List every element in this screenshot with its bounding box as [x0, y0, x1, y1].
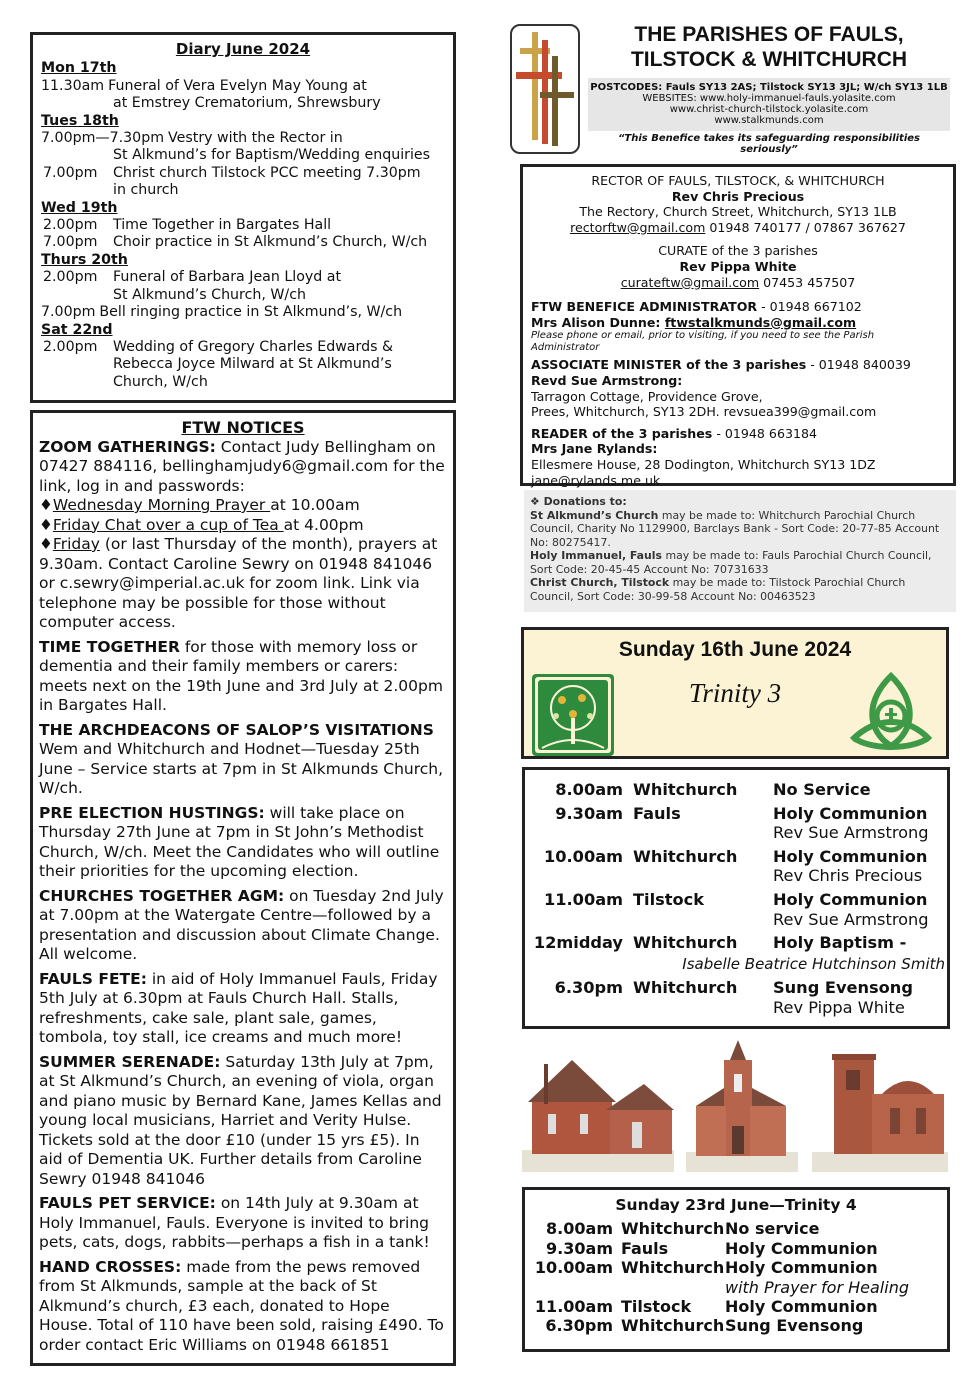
service-detail	[773, 978, 941, 1017]
service-minister: Rev Pippa White	[773, 997, 905, 1017]
diary-text: Vestry with the Rector in	[168, 130, 343, 147]
zoom-item-text: at 4.00pm	[283, 515, 364, 534]
page-title	[588, 22, 950, 72]
diary-text-cont: St Alkmund’s Church, W/ch	[113, 286, 306, 303]
admin-email[interactable]: ftwstalkmunds@gmail.com	[664, 314, 857, 330]
diary-time: 2.00pm	[43, 338, 98, 355]
contacts-box	[520, 164, 956, 486]
diary-text: Funeral of Barbara Jean Lloyd at	[113, 269, 342, 286]
notice-text: for those with memory loss or dementia and their family members or carers: meets next on the 19th June and 3rd July at 2.00pm in Bargates Hall.	[39, 637, 443, 714]
website-link[interactable]: www.stalkmunds.com	[714, 115, 824, 126]
diary-text-cont: Church, W/ch	[113, 373, 208, 390]
sunday-banner	[521, 627, 949, 759]
notice-text: in aid of Holy Immanuel Fauls, Friday 5th July at 6.30pm at Fauls Church Hall. Stalls, refreshments, cake sale, plant sale, games, tombola, toy stall, ice creams and much more!	[39, 969, 438, 1046]
diary-time: 7.00pm—7.30pm	[41, 130, 165, 147]
rector-phone: 01948 740177 / 07867 367627	[705, 219, 906, 235]
service-time: 11.00am	[534, 1297, 613, 1317]
service-name: Sung Evensong	[773, 978, 913, 998]
zoom-item-text: at 10.00am	[270, 496, 360, 514]
service-row	[531, 978, 941, 1017]
diary-time: 7.00pm	[41, 304, 96, 321]
assoc-name: Revd Sue Armstrong:	[531, 372, 683, 388]
diary-time: 7.00pm	[43, 234, 98, 251]
service-time: 10.00am	[534, 1258, 613, 1278]
diary-text-cont: at Emstrey Crematorium, Shrewsbury	[113, 95, 381, 112]
assoc-phone: - 01948 840039	[806, 357, 911, 373]
safeguarding-quote: “This Benefice takes its safeguarding responsibilities seriously”	[588, 131, 950, 157]
service-row	[531, 1316, 941, 1335]
service-place: Whitchurch	[621, 1316, 725, 1336]
diamond-icon: ♦	[39, 496, 53, 514]
triquetra-icon	[846, 670, 936, 756]
donation-item	[530, 549, 950, 576]
tilstock-church-photo	[686, 1040, 798, 1172]
service-list	[531, 1219, 941, 1335]
service-row	[531, 1239, 941, 1258]
clover-icon: ❖	[530, 495, 544, 508]
service-minister: Rev Sue Armstrong	[773, 823, 929, 843]
notice-item	[39, 804, 447, 882]
notice-item	[39, 1258, 447, 1356]
notice-heading: TIME TOGETHER	[39, 637, 180, 656]
zoom-item-link[interactable]: Friday	[52, 535, 100, 553]
rector-address: The Rectory, Church Street, Whitchurch, SY13 1LB	[579, 204, 897, 220]
service-detail	[773, 890, 941, 929]
postcodes: POSTCODES: Fauls SY13 2AS; Tilstock SY13 3JL; W/ch SY13 1LB	[590, 82, 948, 93]
title-line: THE PARISHES OF FAULS,	[634, 23, 904, 46]
donation-text: may be made to: Whitchurch Parochial Church Council, Charity No 1129900, Barclays Bank - Sort Code: 20-77-85 Account No: 80275417.	[530, 508, 940, 549]
service-minister: Rev Chris Precious	[773, 866, 923, 886]
website-link[interactable]: www.christ-church-tilstock.yolasite.com	[669, 104, 869, 115]
donations-title: Donations to:	[543, 495, 627, 508]
diary-day: Thurs 20th	[41, 251, 128, 268]
diary-entry	[41, 269, 445, 286]
notice-heading: PRE ELECTION HUSTINGS:	[39, 803, 265, 822]
service-place: Whitchurch	[633, 846, 738, 866]
diary-time: 2.00pm	[43, 217, 98, 234]
diary-box	[30, 32, 456, 403]
donations-box	[524, 490, 956, 612]
zoom-item-link[interactable]: Wednesday Morning Prayer	[52, 496, 271, 514]
diary-title: Diary June 2024	[175, 40, 311, 58]
donation-item	[530, 509, 950, 550]
diary-entry	[41, 130, 445, 147]
rector-email[interactable]: rectorftw@gmail.com	[570, 219, 706, 235]
diary-text-cont: St Alkmund’s for Baptism/Wedding enquiries	[113, 147, 431, 164]
donation-church: Holy Immanuel, Fauls	[530, 549, 662, 562]
service-row	[531, 933, 941, 953]
service-time: 9.30am	[555, 803, 623, 823]
diary-entry	[41, 78, 445, 95]
diary-entry	[41, 304, 445, 321]
sunday23-heading: Sunday 23rd June—Trinity 4	[615, 1196, 857, 1214]
diary-day: Mon 17th	[41, 60, 117, 77]
service-row	[531, 1297, 941, 1316]
trinity-label: Trinity 3	[688, 678, 782, 708]
diary-day: Sat 22nd	[41, 321, 113, 338]
service-place: Fauls	[621, 1238, 669, 1258]
service-row	[531, 1258, 941, 1277]
notice-heading: FAULS FETE:	[39, 969, 147, 988]
service-detail	[773, 847, 941, 886]
diary-text: Choir practice in St Alkmund’s Church, W/ch	[113, 234, 428, 251]
service-place: Whitchurch	[621, 1219, 725, 1239]
reader-title: READER of the 3 parishes	[531, 425, 713, 441]
tree-of-life-icon	[532, 674, 614, 756]
diary-entry	[41, 217, 445, 234]
reader-name: Mrs Jane Rylands:	[531, 441, 658, 457]
reader-phone: - 01948 663184	[712, 425, 818, 441]
curate-phone: 07453 457507	[759, 274, 856, 290]
service-list	[531, 780, 945, 1018]
service-time: 10.00am	[544, 846, 623, 866]
sunday-heading: Sunday 16th June 2024	[618, 638, 852, 661]
service-row	[531, 780, 941, 800]
service-time: 11.00am	[544, 889, 623, 909]
cross-logo	[510, 24, 580, 154]
service-time: 6.30pm	[554, 978, 623, 998]
reader-email[interactable]: jane@rylands.me.uk	[531, 472, 661, 488]
service-time: 8.00am	[546, 1219, 613, 1239]
notices-box	[30, 410, 456, 1366]
notice-heading: HAND CROSSES:	[39, 1257, 182, 1276]
service-detail	[773, 780, 941, 800]
donation-church: Christ Church, Tilstock	[530, 576, 670, 589]
donation-text: may be made to: Tilstock Parochial Church Council, Sort Code: 30-99-58 Account No: 00463523	[530, 576, 906, 603]
donation-church: St Alkmund’s Church	[530, 508, 659, 522]
diamond-icon: ♦	[39, 535, 53, 553]
notice-heading: THE ARCHDEACONS OF SALOP’S VISITATIONS	[39, 720, 434, 739]
diary-entry	[41, 234, 445, 251]
service-name: Holy Communion	[725, 1297, 878, 1317]
service-name: Holy Communion	[725, 1258, 878, 1278]
notice-heading: SUMMER SERENADE:	[39, 1052, 221, 1071]
whitchurch-church-photo	[812, 1040, 948, 1172]
service-place: Whitchurch	[621, 1258, 725, 1278]
donation-item	[530, 576, 950, 603]
notice-text: made from the pews removed from St Alkmunds, sample at the back of St Alkmund’s church, £3 each, donated to Hope House. Total of 110 have been sold, raising £490. To order contact Eric Williams on 01948 661851	[39, 1257, 444, 1354]
assoc-address: Prees, Whitchurch, SY13 2DH. revsuea399@gmail.com	[531, 404, 877, 420]
curate-name: Rev Pippa White	[679, 258, 797, 274]
service-time: 12midday	[533, 933, 623, 953]
service-name: Holy Baptism -	[773, 933, 907, 953]
curate-email[interactable]: curateftw@gmail.com	[620, 274, 760, 290]
service-row	[531, 804, 941, 843]
diary-time: 2.00pm	[43, 269, 98, 286]
service-detail	[773, 933, 941, 953]
reader-address: Ellesmere House, 28 Dodington, Whitchurch SY13 1DZ	[531, 456, 876, 472]
diary-text: Bell ringing practice in St Alkmund’s, W/ch	[99, 304, 403, 321]
service-place: Fauls	[633, 803, 681, 823]
diamond-icon: ♦	[39, 515, 53, 534]
notice-heading: ZOOM GATHERINGS:	[39, 437, 216, 456]
service-name: No service	[725, 1219, 820, 1239]
notice-item	[39, 887, 447, 965]
service-row	[531, 890, 941, 929]
service-place: Whitchurch	[633, 978, 738, 998]
website-link[interactable]: WEBSITES: www.holy-immanuel-fauls.yolasite.com	[642, 93, 896, 104]
cross-icon	[512, 26, 578, 152]
service-place: Tilstock	[633, 889, 704, 909]
diary-entry	[41, 339, 445, 356]
diary-text-cont: Rebecca Joyce Milward at St Alkmund’s	[113, 356, 392, 373]
diary-time: 11.30am	[41, 77, 105, 94]
service-extra: Isabelle Beatrice Hutchinson Smith	[682, 954, 945, 973]
diary-text: Wedding of Gregory Charles Edwards &	[113, 338, 394, 355]
service-name: Sung Evensong	[725, 1316, 864, 1336]
service-time: 9.30am	[546, 1238, 613, 1258]
notice-item	[39, 1053, 447, 1190]
admin-name: Mrs Alison Dunne:	[531, 314, 665, 330]
notice-text: will take place on Thursday 27th June at 7pm in St John’s Methodist Church, W/ch. Meet the Candidates who will outline their priorities for the upcoming election.	[39, 803, 440, 880]
notice-list	[39, 638, 447, 1356]
service-time: 6.30pm	[545, 1316, 613, 1336]
fauls-church-photo	[522, 1040, 674, 1172]
notice-text: on Tuesday 2nd July at 7.00pm at the Watergate Centre—followed by a presentation and discussion about Climate Change. All welcome.	[39, 886, 444, 963]
service-place: Whitchurch	[633, 933, 738, 953]
diary-text: Christ church Tilstock PCC meeting 7.30pm	[113, 164, 421, 181]
admin-note: Please phone or email, prior to visiting, if you need to see the Parish Administrator	[531, 330, 875, 354]
services-box	[522, 767, 950, 1029]
diary-text-cont: in church	[113, 182, 179, 199]
diary-time: 7.00pm	[43, 164, 98, 181]
diary-text: Time Together in Bargates Hall	[113, 217, 332, 234]
diary-day: Tues 18th	[41, 112, 119, 129]
zoom-item-link[interactable]: Friday Chat over a cup of Tea	[52, 515, 284, 534]
sunday23-box	[522, 1187, 950, 1352]
donation-text: may be made to: Fauls Parochial Church Council, Sort Code: 20-45-45 Account No: 70731633	[530, 549, 932, 576]
notice-text: Contact Judy Bellingham on 07427 884116, bellinghamjudy6@gmail.com for the link, log in and passwords:	[39, 437, 445, 495]
service-place: Tilstock	[621, 1297, 692, 1317]
notice-text: on 14th July at 9.30am at Holy Immanuel, Fauls. Everyone is invited to bring pets, cats, dogs, rabbits—perhaps a fish in a tank!	[39, 1194, 430, 1251]
notice-text: Wem and Whitchurch and Hodnet—Tuesday 25th June – Service starts at 7pm in St Alkmunds Church, W/ch.	[39, 740, 444, 797]
rector-name: Rev Chris Precious	[671, 188, 805, 204]
header-info	[588, 78, 950, 156]
admin-phone: - 01948 667102	[757, 299, 862, 315]
service-name: No Service	[773, 780, 871, 799]
admin-title: FTW BENEFICE ADMINISTRATOR	[531, 299, 758, 315]
diary-day: Wed 19th	[41, 199, 118, 216]
notices-title: FTW NOTICES	[181, 418, 305, 437]
donation-list	[530, 509, 950, 604]
notice-text: Saturday 13th July at 7pm, at St Alkmund’s Church, an evening of viola, organ and piano music by Bernard Kane, James Kellas and young local musicians, Harriet and Verity Hulse. Tickets sold at the door £10 (under 15 yrs £5). In aid of Dementia UK. Further details from Caroline Sewry 01948 841046	[39, 1052, 442, 1188]
notice-zoom	[39, 438, 447, 633]
rector-title: RECTOR OF FAULS, TILSTOCK, & WHITCHURCH	[591, 173, 885, 188]
service-row	[531, 1219, 941, 1238]
notice-heading: CHURCHES TOGETHER AGM:	[39, 886, 285, 905]
notice-heading: FAULS PET SERVICE:	[39, 1194, 216, 1212]
curate-title: CURATE of the 3 parishes	[658, 243, 818, 259]
service-row	[531, 847, 941, 886]
notice-item	[39, 970, 447, 1048]
notice-item	[39, 1194, 447, 1253]
notice-item	[39, 638, 447, 716]
assoc-address: Tarragon Cottage, Providence Grove,	[531, 388, 763, 404]
assoc-title: ASSOCIATE MINISTER of the 3 parishes	[531, 357, 807, 373]
service-extra: with Prayer for Healing	[725, 1277, 909, 1297]
service-place: Whitchurch	[633, 780, 738, 799]
service-name: Holy Communion	[773, 803, 928, 823]
title-line: TILSTOCK & WHITCHURCH	[630, 48, 908, 71]
diary-entry	[41, 165, 445, 182]
zoom-item-text: (or last Thursday of the month), prayers at 9.30am. Contact Caroline Sewry on 01948 841046 or c.sewry@imperial.ac.uk for zoom link. Link via telephone may be possible for those without computer access.	[39, 535, 438, 631]
notice-item	[39, 721, 447, 799]
service-name: Holy Communion	[773, 889, 928, 909]
service-name: Holy Communion	[725, 1238, 878, 1258]
diary-text: Funeral of Vera Evelyn May Young at	[108, 77, 367, 94]
service-name: Holy Communion	[773, 846, 928, 866]
service-detail	[773, 804, 941, 843]
service-time: 8.00am	[555, 780, 623, 799]
service-minister: Rev Sue Armstrong	[773, 909, 929, 929]
diary-body	[41, 60, 445, 391]
